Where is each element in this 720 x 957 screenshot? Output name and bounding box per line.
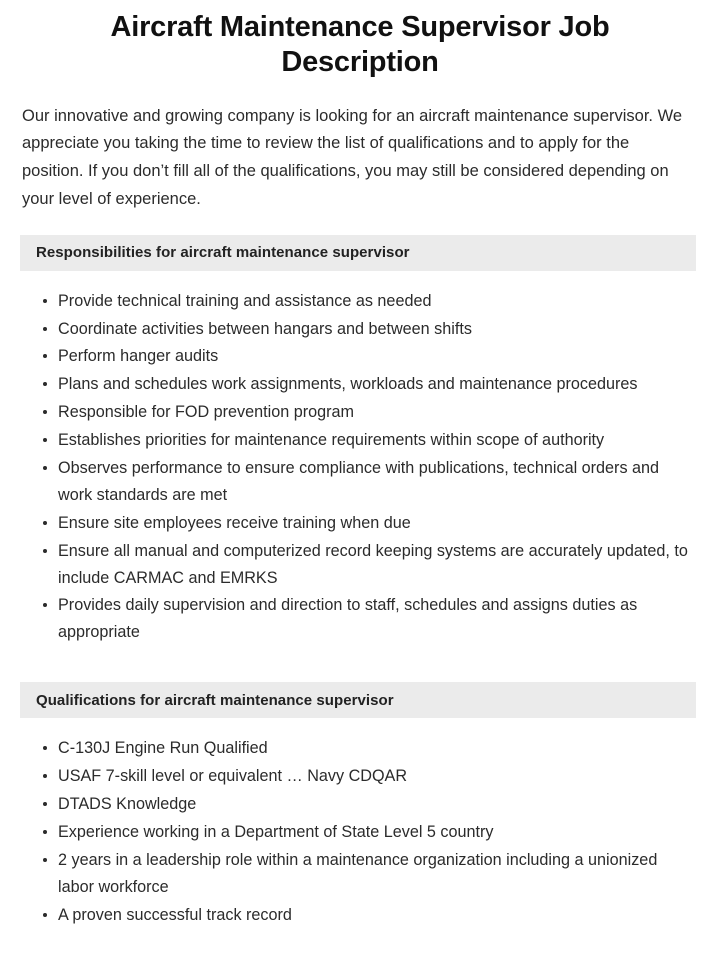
list-item: USAF 7-skill level or equivalent … Navy CDQAR	[58, 763, 696, 790]
list-item: Provides daily supervision and direction to staff, schedules and assigns duties as appropriate	[58, 592, 696, 646]
intro-paragraph: Our innovative and growing company is looking for an aircraft maintenance supervisor. We appreciate you taking the time to review the list of qualifications and to apply for the position. If you don’t fill all of the qualifications, you may still be considered depending on your level of experience.	[22, 106, 683, 208]
list-item: Coordinate activities between hangars and between shifts	[58, 316, 696, 343]
list-item: Ensure site employees receive training when due	[58, 510, 696, 537]
responsibilities-list	[0, 271, 720, 647]
list-item: Ensure all manual and computerized record keeping systems are accurately updated, to include CARMAC and EMRKS	[58, 538, 696, 592]
section-header-responsibilities	[20, 235, 696, 271]
list-item: 2 years in a leadership role within a maintenance organization including a unionized labor workforce	[58, 847, 696, 901]
list-item: DTADS Knowledge	[58, 791, 696, 818]
list-item: C-130J Engine Run Qualified	[58, 735, 696, 762]
list-item: Responsible for FOD prevention program	[58, 399, 696, 426]
section-heading-label: Qualifications for aircraft maintenance supervisor	[36, 691, 394, 709]
section-spacer	[0, 647, 720, 661]
section-qualifications	[0, 682, 720, 928]
section-header-qualifications	[20, 682, 696, 718]
section-heading-label: Responsibilities for aircraft maintenance supervisor	[36, 244, 410, 262]
list-item: A proven successful track record	[58, 902, 696, 929]
list-item: Perform hanger audits	[58, 343, 696, 370]
section-responsibilities	[0, 235, 720, 647]
list-item: Plans and schedules work assignments, workloads and maintenance procedures	[58, 371, 696, 398]
page-title: Aircraft Maintenance Supervisor Job Description	[110, 11, 610, 79]
list-item: Experience working in a Department of State Level 5 country	[58, 819, 696, 846]
list-item: Establishes priorities for maintenance requirements within scope of authority	[58, 427, 696, 454]
list-item: Observes performance to ensure compliance with publications, technical orders and work standards are met	[58, 455, 696, 509]
list-item: Provide technical training and assistance as needed	[58, 288, 696, 315]
qualifications-list	[0, 718, 720, 928]
